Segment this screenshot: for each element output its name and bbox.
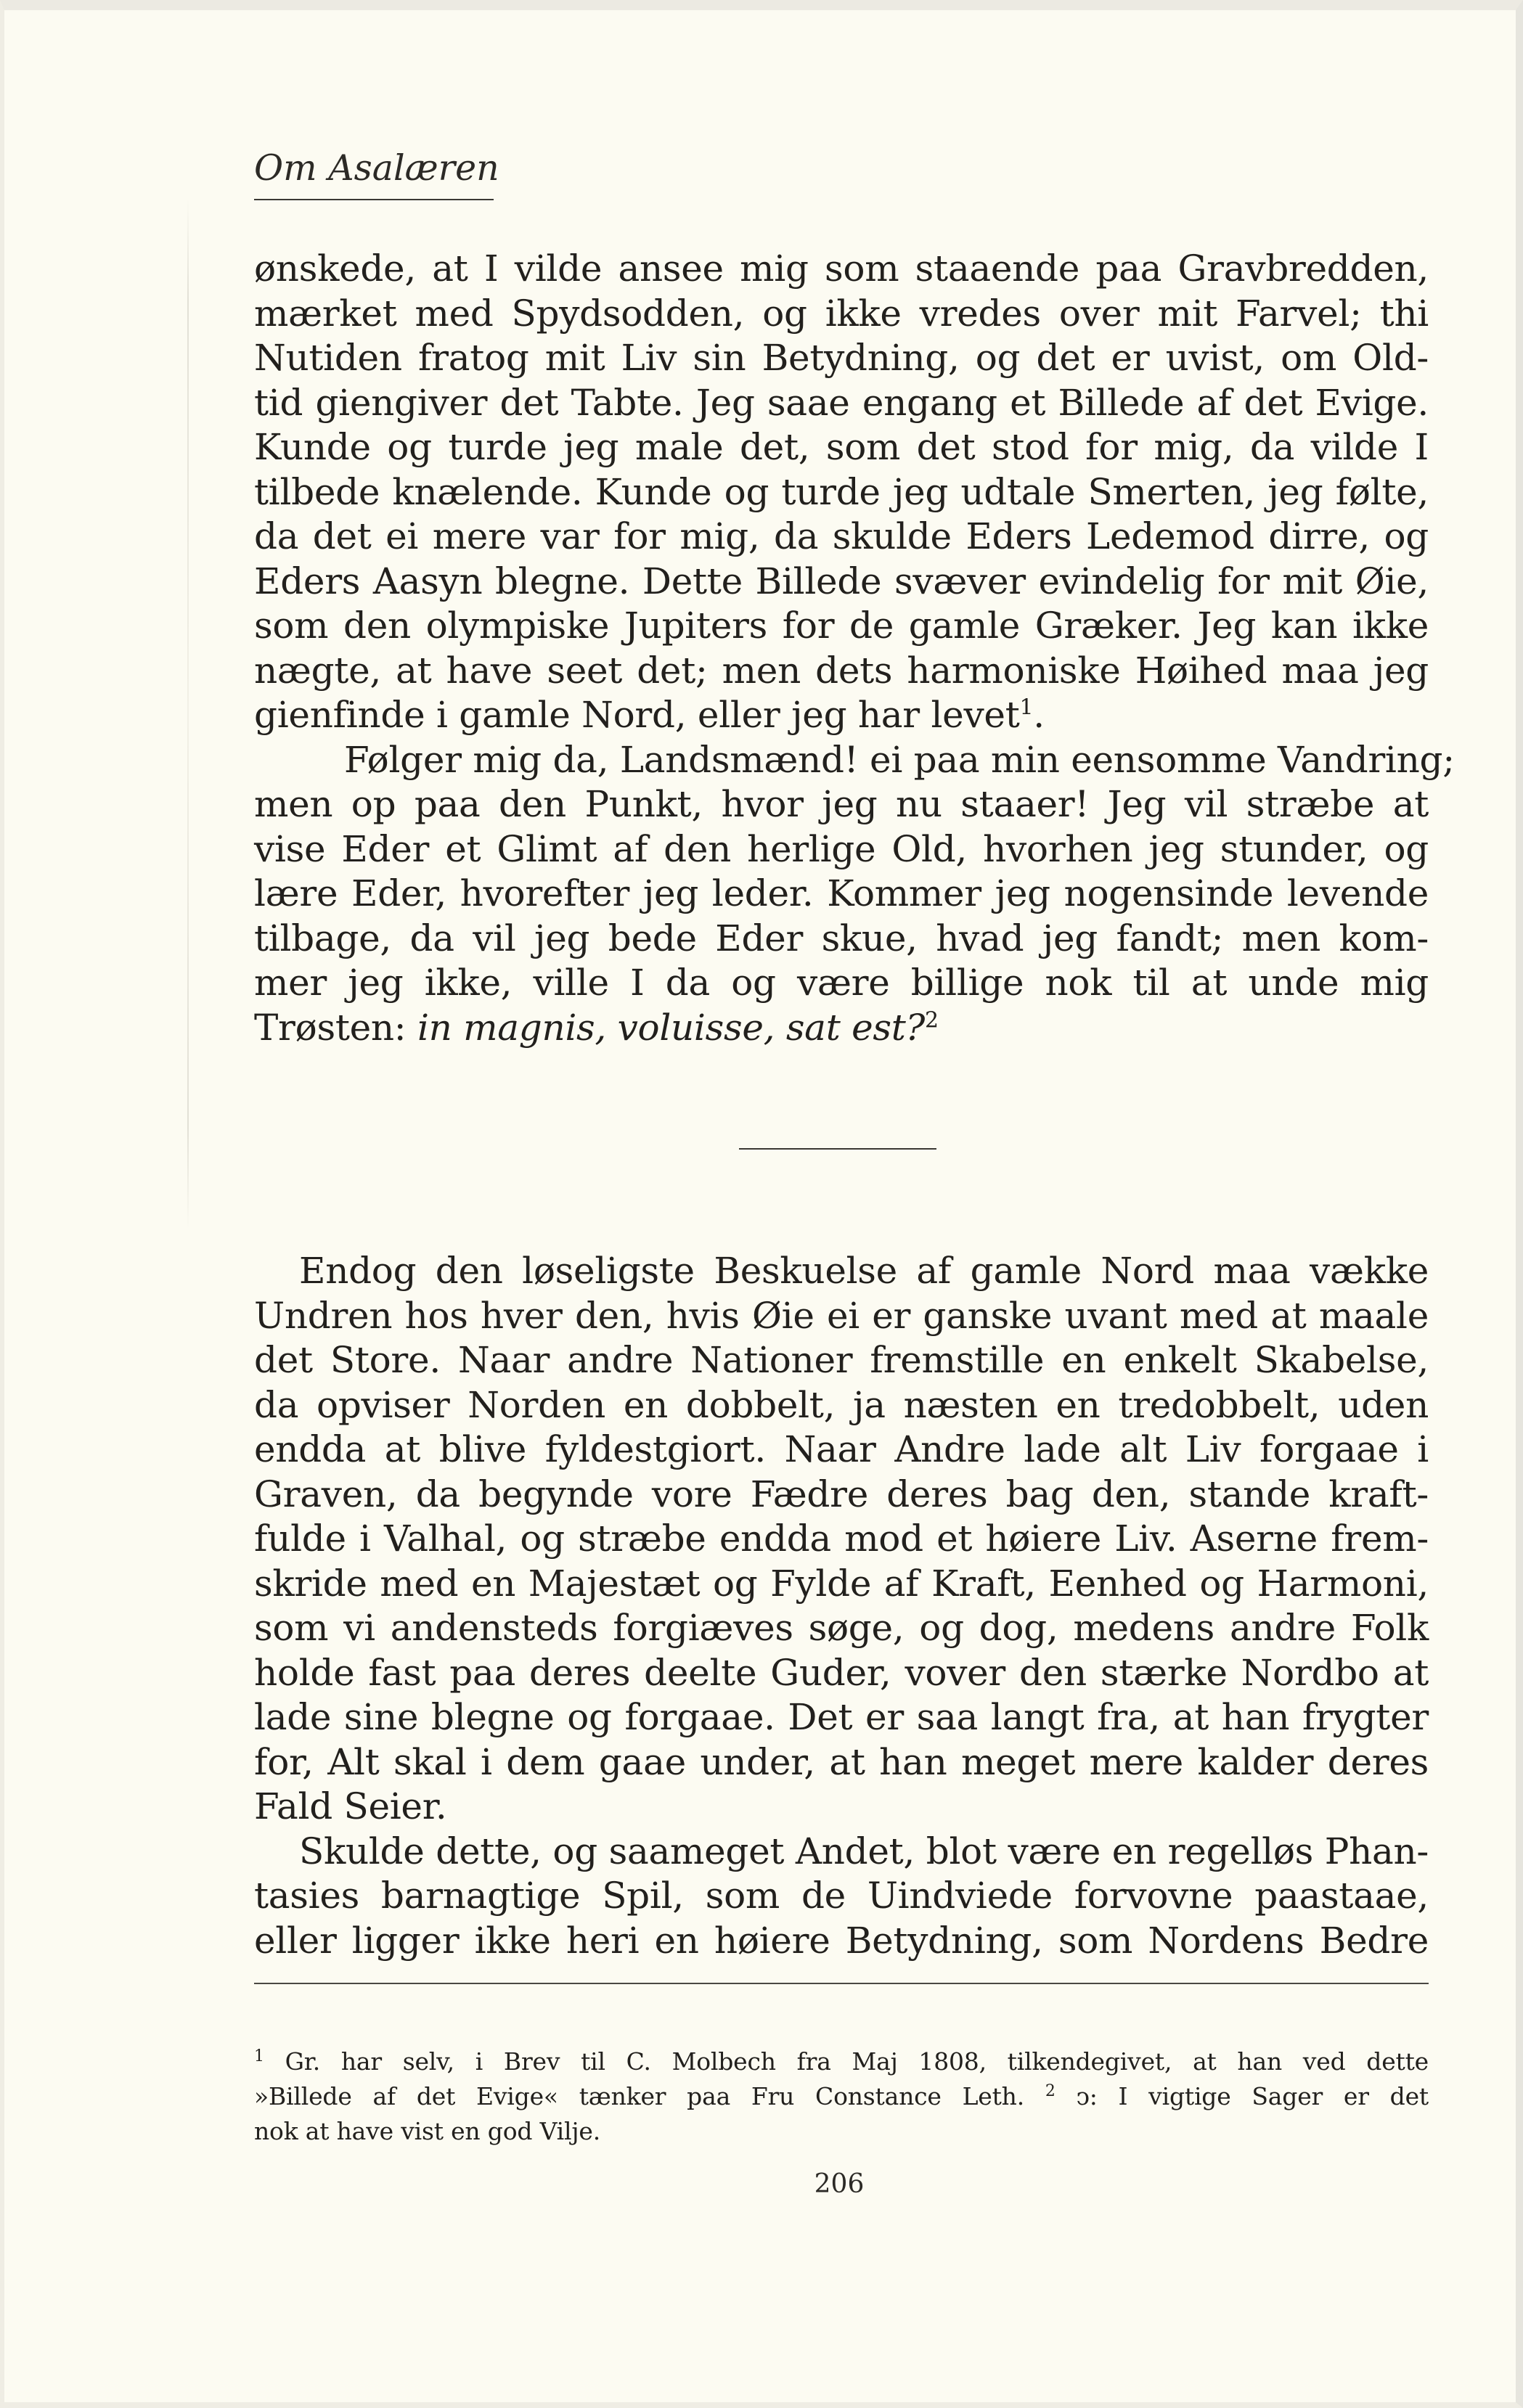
text-line: tilbage, da vil jeg bede Eder skue, hvad jeg fandt; men kom-: [254, 917, 1429, 959]
text-line: det Store. Naar andre Nationer fremstille en enkelt Skabelse,: [254, 1339, 1429, 1381]
footnote-1-text: Gr. har selv, i Brev til C. Molbech fra Maj 1808, tilkendegivet, at han ved dette: [285, 2047, 1429, 2076]
text-block-upper: [254, 247, 1455, 1050]
text-line: nægte, at have seet det; men dets harmoniske Høihed maa jeg: [254, 649, 1429, 692]
text-line: men op paa den Punkt, hvor jeg nu staaer! Jeg vil stræbe at: [254, 783, 1429, 825]
text-line: Trøsten:: [254, 1006, 417, 1049]
text-line: endda at blive fyldestgiort. Naar Andre lade alt Liv forgaae i: [254, 1428, 1429, 1470]
text-line: da opviser Norden en dobbelt, ja næsten en tredobbelt, uden: [254, 1383, 1429, 1426]
text-line: holde fast paa deres deelte Guder, vover den stærke Nordbo at: [254, 1651, 1429, 1694]
footnote-line: nok at have vist en god Vilje.: [254, 2117, 600, 2145]
footnotes: [254, 2044, 1429, 2149]
page-number: 206: [814, 2169, 865, 2199]
footnote-2-text: ↄ: I vigtige Sager er det: [1076, 2082, 1429, 2110]
text-line: for, Alt skal i dem gaae under, at han meget mere kalder deres: [254, 1740, 1429, 1783]
text-line: Eders Aasyn blegne. Dette Billede svæver evindelig for mit Øie,: [254, 560, 1429, 602]
text-line: skride med en Majestæt og Fylde af Kraft, Eenhed og Harmoni,: [254, 1562, 1429, 1605]
latin-quote: in magnis, voluisse, sat est?: [417, 1006, 926, 1049]
text-line: ønskede, at I vilde ansee mig som staaende paa Gravbredden,: [254, 247, 1429, 290]
footnote-number-1: 1: [254, 2047, 264, 2065]
text-line: Graven, da begynde vore Fædre deres bag den, stande kraft-: [254, 1473, 1429, 1515]
text-line: som vi andensteds forgiæves søge, og dog, medens andre Folk: [254, 1607, 1429, 1649]
text-line: vise Eder et Glimt af den herlige Old, hvorhen jeg stunder, og: [254, 827, 1429, 870]
text-line: tid giengiver det Tabte. Jeg saae engang et Billede af det Evige.: [254, 381, 1429, 424]
running-head: Om Asalæren: [254, 147, 494, 200]
footnote-line: [254, 2044, 1429, 2079]
paragraph-3: [254, 1249, 1429, 1830]
text-line: lære Eder, hvorefter jeg leder. Kommer jeg nogensinde levende: [254, 872, 1429, 914]
text-line: Undren hos hver den, hvis Øie ei er ganske uvant med at maale: [254, 1294, 1429, 1337]
footnote-divider: [254, 1983, 1429, 1984]
text-line: da det ei mere var for mig, da skulde Eders Ledemod dirre, og: [254, 515, 1429, 557]
footnote-ref-2[interactable]: 2: [925, 1007, 939, 1033]
text-line: Nutiden fratog mit Liv sin Betydning, og det er uvist, om Old-: [254, 337, 1429, 379]
footnote-1-text-cont: »Billede af det Evige« tænker paa Fru Constance Leth.: [254, 2082, 1025, 2110]
text-line: mer jeg ikke, ville I da og være billige nok til at unde mig: [254, 962, 1429, 1004]
text-block-lower: [254, 1249, 1429, 1963]
footnote-number-2: 2: [1045, 2082, 1056, 2100]
paragraph-1: [254, 247, 1429, 738]
paragraph-4: [254, 1830, 1429, 1964]
text-line: gienfinde i gamle Nord, eller jeg har levet: [254, 694, 1020, 736]
text-line-last: [254, 693, 1429, 738]
text-line: Kunde og turde jeg male det, som det stod for mig, da vilde I: [254, 426, 1429, 468]
text-line: Endog den løseligste Beskuelse af gamle Nord maa vække: [299, 1250, 1429, 1292]
text-line: Følger mig da, Landsmænd! ei paa min eensomme Vandring;: [344, 738, 1455, 781]
text-line-last: [254, 1006, 1429, 1051]
text-line: eller ligger ikke heri en høiere Betydning, som Nordens Bedre: [254, 1919, 1429, 1962]
text-line: tasies barnagtige Spil, som de Uindviede forvovne paastaae,: [254, 1875, 1429, 1917]
footnote-ref-1[interactable]: 1: [1019, 695, 1034, 721]
text-line: som den olympiske Jupiters for de gamle Græker. Jeg kan ikke: [254, 605, 1429, 647]
text-line: lade sine blegne og forgaae. Det er saa langt fra, at han frygter: [254, 1696, 1429, 1738]
text-line: tilbede knælende. Kunde og turde jeg udtale Smerten, jeg følte,: [254, 470, 1429, 513]
text-line: fulde i Valhal, og stræbe endda mod et høiere Liv. Aserne frem-: [254, 1518, 1429, 1560]
text-line: Fald Seier.: [254, 1785, 447, 1827]
footnote-line: [254, 2079, 1429, 2114]
paragraph-2: [254, 738, 1455, 1051]
gutter-shadow: [187, 199, 189, 1229]
text-line: Skulde dette, og saameget Andet, blot være en regelløs Phan-: [299, 1830, 1429, 1872]
text-line: mærket med Spydsodden, og ikke vredes over mit Farvel; thi: [254, 292, 1429, 335]
section-divider: [739, 1148, 936, 1150]
end-punctuation: .: [1033, 694, 1045, 736]
